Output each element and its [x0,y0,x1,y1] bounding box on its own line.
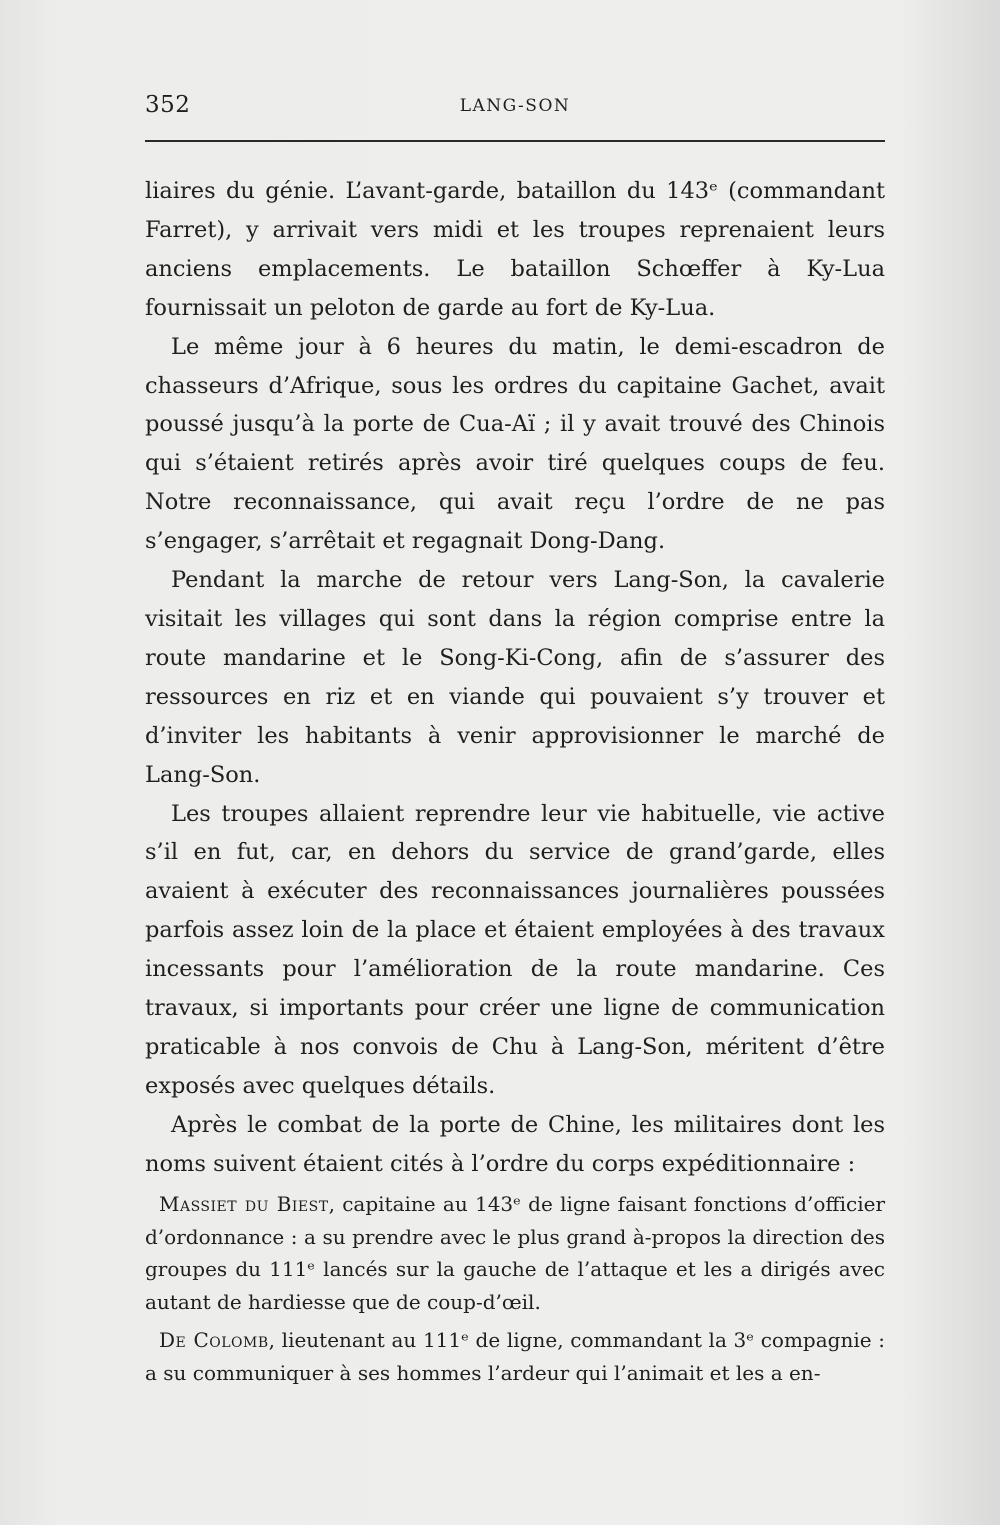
body-text [145,172,885,1184]
citation-entry [145,1324,885,1389]
page-header [145,92,885,128]
citation-name: De Colomb [159,1328,269,1352]
citation-name: Massiet du Biest [159,1192,329,1216]
citation-text: , capitaine au 143ᵉ de ligne faisant fonctions d’officier d’ordonnance : a su prendre avec le plus grand à-propos la direction des groupes du 111ᵉ lancés sur la gauche de l’attaque et les a dirigés avec autant de hardiesse que de coup-d’œil. [145,1192,886,1314]
running-title: LANG-SON [459,96,571,116]
paragraph: Après le combat de la porte de Chine, les militaires dont les noms suivent étaient cités à l’ordre du corps expéditionnaire : [145,1111,885,1177]
header-rule [145,140,885,142]
page-number: 352 [145,92,191,118]
citation-text: , lieutenant au 111ᵉ de ligne, commandant la 3ᵉ compagnie : a su communiquer à ses hommes l’ardeur qui l’animait et les a en- [145,1328,885,1385]
citation-list [145,1188,885,1389]
citation-entry [145,1188,885,1318]
paragraph: Pendant la marche de retour vers Lang-Son, la cavalerie visitait les villages qui sont dans la région comprise entre la route mandarine et le Song-Ki-Cong, afin de s’assurer des ressources en riz et en viande qui pouvaient s’y trouver et d’inviter les habitants à venir approvisionner le marché de Lang-Son. [145,567,885,788]
paragraph: liaires du génie. L’avant-garde, bataillon du 143ᵉ (commandant Farret), y arrivait vers midi et les troupes reprenaient leurs anciens emplacements. Le bataillon Schœffer à Ky-Lua fournissait un peloton de garde au fort de Ky-Lua. [145,178,885,321]
paragraph: Le même jour à 6 heures du matin, le demi-escadron de chasseurs d’Afrique, sous les ordres du capitaine Gachet, avait poussé jusqu’à la porte de Cua-Aï ; il y avait trouvé des Chinois qui s’étaient retirés après avoir tiré quelques coups de feu. Notre reconnaissance, qui avait reçu l’ordre de ne pas s’engager, s’arrêtait et regagnait Dong-Dang. [145,333,885,555]
paragraph: Les troupes allaient reprendre leur vie habituelle, vie active s’il en fut, car, en dehors du service de grand’garde, elles avaient à exécuter des reconnaissances journalières poussées parfois assez loin de la place et étaient employées à des travaux incessants pour l’amélioration de la route mandarine. Ces travaux, si importants pour créer une ligne de communication praticable à nos convois de Chu à Lang-Son, méritent d’être exposés avec quelques détails. [145,800,885,1099]
